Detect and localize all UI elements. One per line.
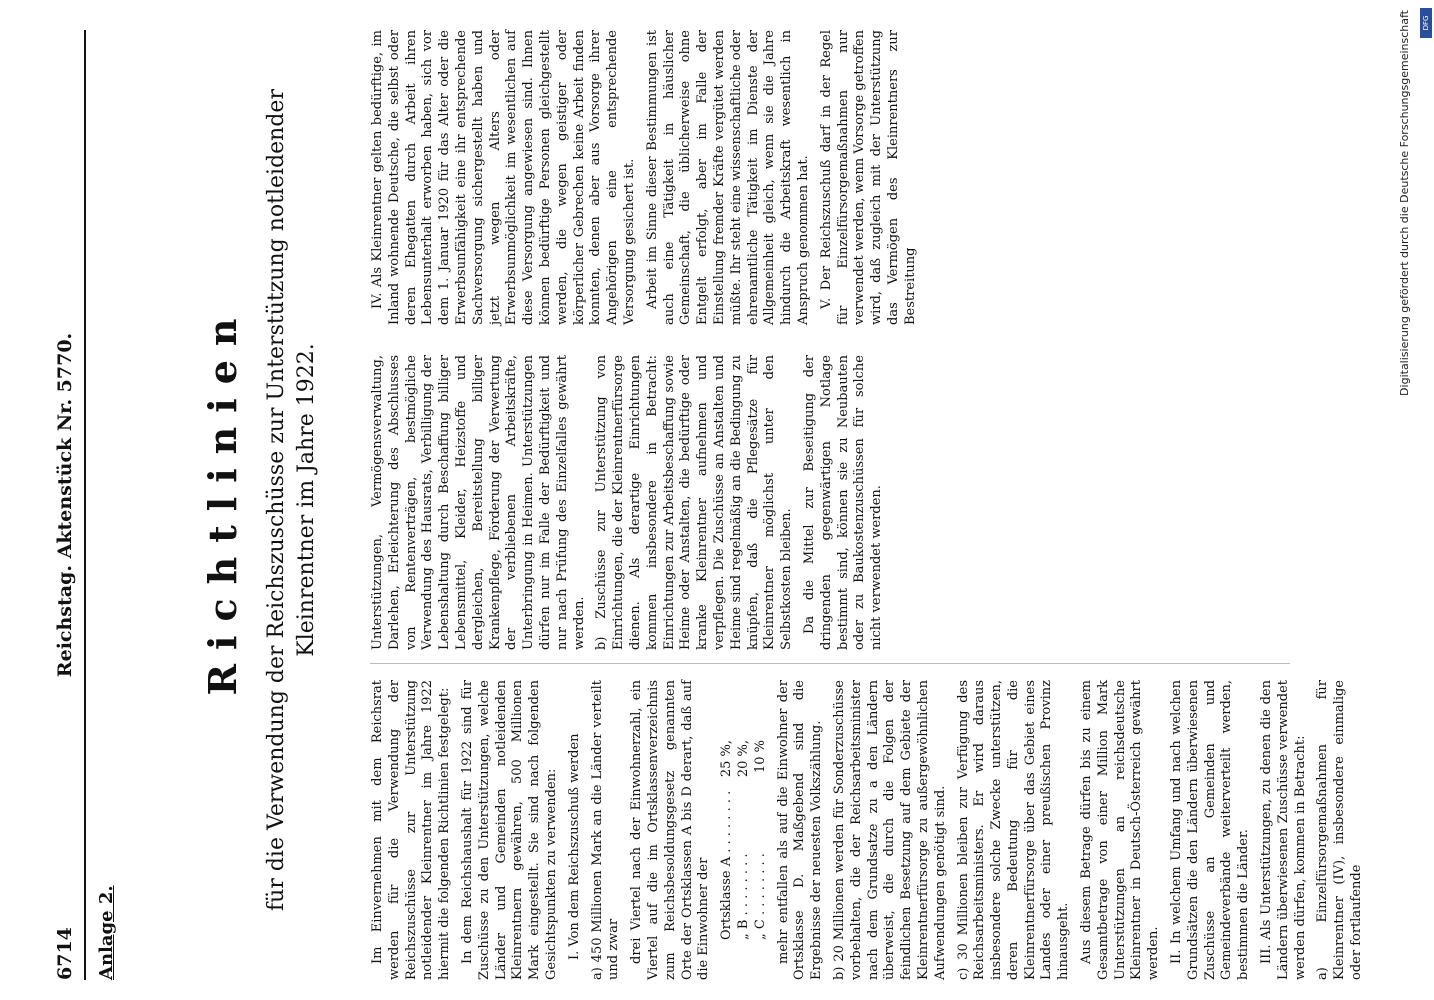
digitization-note-text: Digitalisierung gefördert durch die Deutsche Forschungsgemeinschaft [1398,10,1411,396]
paragraph: In dem Reichshaushalt für 1922 sind für Zuschüsse zu den Unterstützungen, welche Länder und Gemeinden notleidenden Kleinrentnern gewähren, 500 Millionen Mark eingestellt. Sie sind nach folgenden Gesichtspunkten zu verwenden: [459,680,559,980]
document-subtitle: für die Verwendung der Reichszuschüsse zur Unterstützung notleidender Kleinrentner im Jahre 1922. [264,89,319,911]
page-number: 6714 [54,927,76,980]
header-title: Reichstag. Aktenstück Nr. 5770. [54,332,76,678]
paragraph: Im Einvernehmen mit dem Reichsrat werden für die Verwendung der Reichszuschüsse zur Unterstützung notleidender Kleinrentner im Jahre 1922 hiermit die folgenden Richtlinien festgelegt: [370,680,453,980]
rate-table [719,680,769,940]
paragraph: V. Der Reichszuschuß darf in der Regel für Einzelfürsorgemaßnahmen nur verwendet werden, wenn Vorsorge getroffen wird, daß zugleich mit der Unterstützung das Vermögen des Kleinrentners zur Bestreitung [818,30,918,325]
paragraph: Unterstützungen, Vermögensverwaltung, Darlehen, Erleichterung des Abschlusses von Rentenverträgen, bestmögliche Verwendung des Hausrats, Verbilligung der Lebenshaltung durch Beschaffung billiger Lebensmittel, Kleider, Heizstoffe und dergleichen, Bereitstellung billiger Krankenpflege, Förderung der Verwertung der verbliebenen Arbeitskräfte, Unterbringung in Heimen. Unterstützungen dürfen nur im Falle der Bedürftigkeit und nur nach Prüfung des Einzelfalles gewährt werden. [370,355,587,650]
digitization-note [1385,10,1425,990]
paragraph: II. In welchem Umfang und nach welchen Grundsätzen die den Ländern überwiesenen Zuschüsse an Gemeinden und Gemeindeverbände weiterverteilt werden, bestimmen die Länder. [1169,680,1252,980]
paragraph: mehr entfallen als auf die Einwohner der Ortsklasse D. Maßgebend sind die Ergebnisse der neuesten Volkszählung. [775,680,825,980]
paragraph: Da die Mittel zur Beseitigung der dringenden gegenwärtigen Notlage bestimmt sind, können sie zu Neubauten oder zu Baukostenzuschüssen für solche nicht verwendet werden. [801,355,885,650]
table-row: Ortsklasse A . . . . . . . . 25 %, [719,740,735,940]
appendix-label: Anlage 2. [96,885,117,980]
dfg-logo-icon: DFG [1420,8,1432,38]
section-heading: I. Von dem Reichszuschuß werden [566,733,582,960]
paragraph: c) 30 Millionen bleiben zur Verfügung des Reichsarbeitsministers. Er wird daraus insbesondere solche Zwecke unterstützen, deren Bedeutung für die Kleinrentnerfürsorge über das Gebiet eines Landes oder einer preußischen Provinz hinausgeht. [955,680,1072,980]
document-title: Richtlinien [200,304,245,696]
table-row: „ C . . . . . . . . 10 % [752,740,768,940]
paragraph: a) 450 Millionen Mark an die Länder verteilt und zwar [589,680,622,980]
text-column-2 [370,30,920,650]
paragraph: b) 20 Millionen werden für Sonderzuschüsse vorbehalten, die der Reichsarbeitsminister nach dem Grundsatze zu a den Ländern überweist, die durch die Folgen der feindlichen Besetzung auf dem Gebiete der Kleinrentnerfürsorge zu außergewöhnlichen Aufwendungen genötigt sind. [831,680,948,980]
column-divider [370,663,1290,664]
page-header [50,30,86,980]
text-column-1 [370,680,1372,980]
paragraph: a) Einzelfürsorgemaßnahmen für Kleinrentner (IV), insbesondere einmalige oder fortlaufende [1315,680,1365,980]
paragraph: Aus diesem Betrage dürfen bis zu einem Gesamtbetrage von einer Million Mark Unterstützungen an reichsdeutsche Kleinrentner in Deutsch-Österreich gewährt werden. [1079,680,1162,980]
paragraph: Arbeit im Sinne dieser Bestimmungen ist auch eine Tätigkeit in häuslicher Gemeinschaft, die üblicherweise ohne Entgelt erfolgt, aber im Falle der Einstellung fremder Kräfte vergütet werden müßte. Ihr steht eine wissenschaftliche oder ehrenamtliche Tätigkeit im Dienste der Allgemeinheit gleich, wenn sie die Jahre hindurch die Arbeitskraft wesentlich in Anspruch genommen hat. [644,30,811,325]
paragraph: III. Als Unterstützungen, zu denen die den Ländern überwiesenen Zuschüsse verwendet werden dürfen, kommen in Betracht: [1259,680,1308,980]
paragraph: IV. Als Kleinrentner gelten bedürftige, im Inland wohnende Deutsche, die selbst oder deren Ehegatten durch Arbeit ihren Lebensunterhalt erworben haben, sich vor dem 1. Januar 1920 für das Alter oder die Erwerbsunfähigkeit eine ihr entsprechende Sachversorgung sichergestellt haben und jetzt wegen Alters oder Erwerbsunmöglichkeit im wesentlichen auf diese Versorgung angewiesen sind. Ihnen können bedürftige Personen gleichgestellt werden, die wegen geistiger oder körperlicher Gebrechen keine Arbeit finden konnten, denen aber aus Vorsorge ihrer Angehörigen eine entsprechende Versorgung gesichert ist. [370,30,637,325]
table-row: „ B . . . . . . . . 20 %, [735,740,751,940]
paragraph: drei Viertel nach der Einwohnerzahl, ein Viertel auf die im Ortsklassenverzeichnis zum Reichsbesoldungsgesetz genannten Orte der Ortsklassen A bis D derart, daß auf die Einwohner der [629,680,712,980]
paragraph: b) Zuschüsse zur Unterstützung von Einrichtungen, die der Kleinrentnerfürsorge dienen. Als derartige Einrichtungen kommen insbesondere in Betracht: Einrichtungen zur Arbeitsbeschaffung sowie Heime oder Anstalten, die bedürftige oder kranke Kleinrentner aufnehmen und verpflegen. Die Zuschüsse an Anstalten und Heime sind regelmäßig an die Bedingung zu knüpfen, daß die Pflegesätze für Kleinrentner möglichst unter den Selbstkosten bleiben. [594,355,795,650]
